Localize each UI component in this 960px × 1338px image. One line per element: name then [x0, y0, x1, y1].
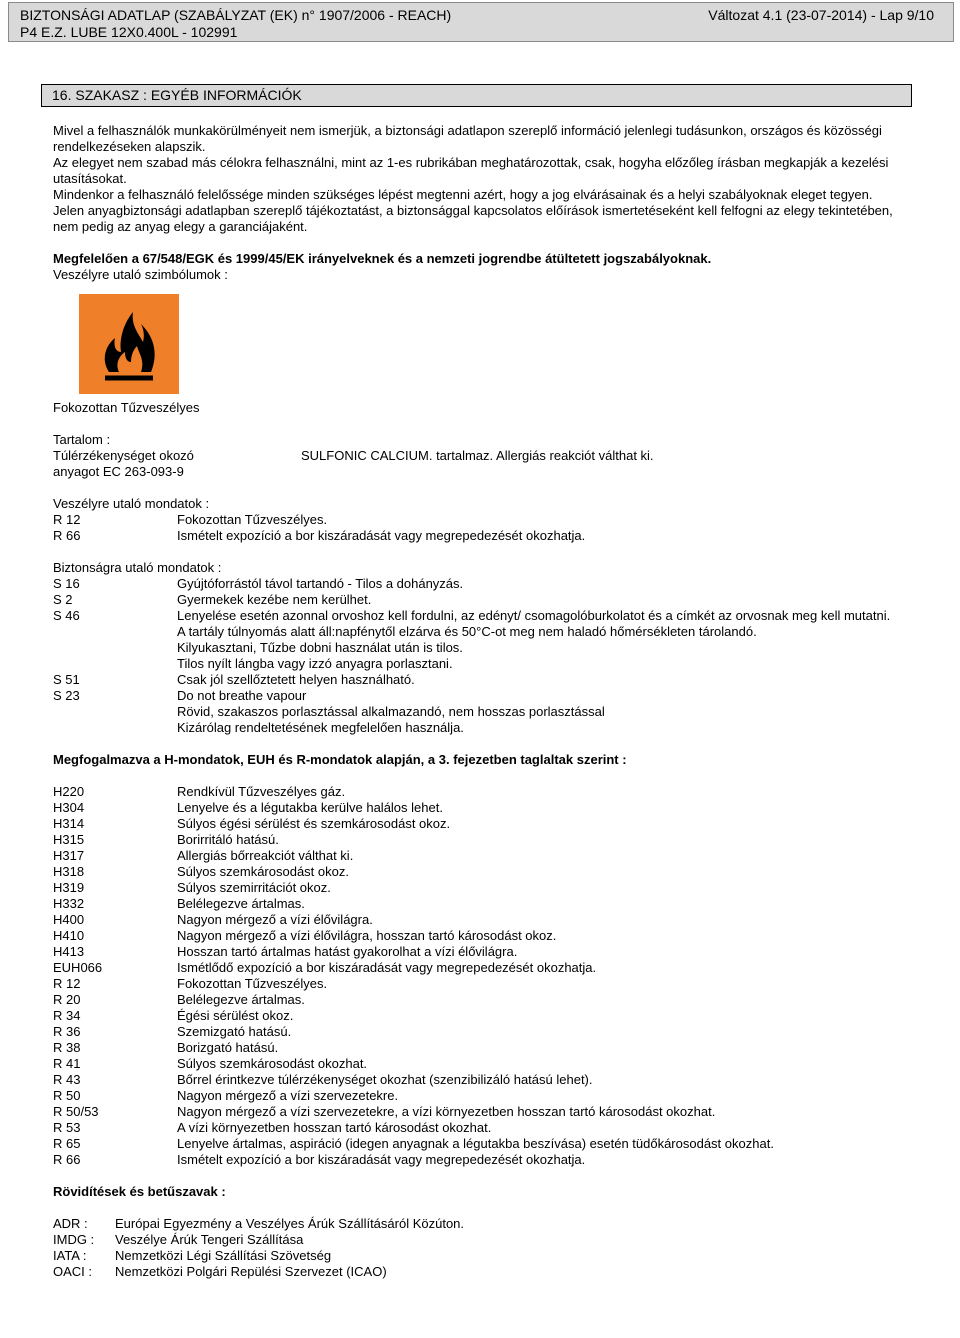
contents-left-line-2: anyagot EC 263-093-9: [53, 464, 184, 479]
contents-label: Tartalom :: [53, 432, 111, 447]
list-item: [53, 704, 903, 720]
abbreviation-code: IATA :: [53, 1248, 87, 1263]
h-statements-list: [53, 784, 903, 1168]
risk-phrases-list: [53, 512, 903, 544]
symbol-caption: Fokozottan Tűzveszélyes: [53, 400, 200, 415]
statement-code: H410: [53, 928, 85, 943]
statement-code: R 38: [53, 1040, 81, 1055]
statement-text: Allergiás bőrreakciót válthat ki.: [177, 848, 354, 863]
intro-paragraph-4: Jelen anyagbiztonsági adatlapban szereplő tájékoztatást, a biztonsággal kapcsolatos előírások ismertetéseként kell felfogni az elegy tekintetében, nem pedig az anyag elegy a garanciájaként.: [53, 203, 893, 234]
list-item: [53, 784, 903, 800]
list-item: [53, 1040, 903, 1056]
abbreviation-text: Nemzetközi Polgári Repülési Szervezet (ICAO): [115, 1264, 387, 1279]
list-item: [53, 1264, 903, 1280]
version-info: Változat 4.1 (23-07-2014) - Lap 9/10: [708, 7, 934, 23]
list-item: [53, 960, 903, 976]
statement-text: Fokozottan Tűzveszélyes.: [177, 976, 328, 991]
statement-code: R 43: [53, 1072, 81, 1087]
risk-phrases-label: Veszélyre utaló mondatok :: [53, 496, 210, 511]
page-header: [8, 2, 954, 42]
statement-code: H304: [53, 800, 85, 815]
phrase-code: S 16: [53, 576, 80, 591]
intro-paragraph-1: Mivel a felhasználók munkakörülményeit nem ismerjük, a biztonsági adatlapon szereplő információ jelenlegi tudásunkon, országos és közösségi rendelkezéseken alapszik.: [53, 123, 882, 154]
statement-text: Nagyon mérgező a vízi szervezetekre, a vízi környezetben hosszan tartó károsodást okozhat.: [177, 1104, 716, 1119]
phrase-text: A tartály túlnyomás alatt áll:napfénytől elzárva és 50°C-ot meg nem haladó hőmérsékleten tárolandó.: [177, 624, 757, 639]
list-item: [53, 1136, 903, 1152]
statement-code: R 53: [53, 1120, 81, 1135]
phrase-text: Kilyukasztani, Tűzbe dobni használat után is tilos.: [177, 640, 463, 655]
statement-code: H319: [53, 880, 85, 895]
abbreviation-code: ADR :: [53, 1216, 88, 1231]
list-item: [53, 656, 903, 672]
statement-text: Ismételt expozíció a bor kiszáradását vagy megrepedezését okozhatja.: [177, 1152, 586, 1167]
statement-code: R 34: [53, 1008, 81, 1023]
statement-text: Belélegezve ártalmas.: [177, 896, 305, 911]
list-item: [53, 864, 903, 880]
statement-text: Égési sérülést okoz.: [177, 1008, 294, 1023]
phrase-code: R 66: [53, 528, 81, 543]
statement-code: H318: [53, 864, 85, 879]
statement-text: Nagyon mérgező a vízi szervezetekre.: [177, 1088, 399, 1103]
document-title: BIZTONSÁGI ADATLAP (SZABÁLYZAT (EK) n° 1907/2006 - REACH): [20, 7, 452, 23]
list-item: [53, 688, 903, 704]
list-item: [53, 1152, 903, 1168]
intro-paragraph-3: Mindenkor a felhasználó felelőssége minden szükséges lépést megtenni azért, hogy a jog elvárásainak és a helyi szabályoknak eleget tegyen.: [53, 187, 873, 202]
statement-code: EUH066: [53, 960, 103, 975]
statement-text: Borirritáló hatású.: [177, 832, 279, 847]
phrase-text: Ismételt expozíció a bor kiszáradását vagy megrepedezését okozhatja.: [177, 528, 586, 543]
statement-code: R 65: [53, 1136, 81, 1151]
phrase-code: S 46: [53, 608, 80, 623]
statement-text: Lenyelve ártalmas, aspiráció (idegen anyagnak a légutakba beszívása) esetén tüdőkárosodást okozhat.: [177, 1136, 774, 1151]
statement-text: Súlyos szemkárosodást okozhat.: [177, 1056, 368, 1071]
abbreviations-list: [53, 1216, 903, 1280]
phrase-code: R 12: [53, 512, 81, 527]
list-item: [53, 832, 903, 848]
section-title: 16. SZAKASZ : EGYÉB INFORMÁCIÓK: [41, 84, 912, 107]
safety-phrases-list: [53, 576, 903, 736]
statement-code: H317: [53, 848, 85, 863]
list-item: [53, 896, 903, 912]
statement-text: Hosszan tartó ártalmas hatást gyakorolhat a vízi élővilágra.: [177, 944, 518, 959]
abbreviation-code: OACI :: [53, 1264, 93, 1279]
statement-text: Nagyon mérgező a vízi élővilágra, hosszan tartó károsodást okoz.: [177, 928, 557, 943]
statement-code: H400: [53, 912, 85, 927]
statement-text: Szemizgató hatású.: [177, 1024, 292, 1039]
statement-code: H332: [53, 896, 85, 911]
list-item: [53, 800, 903, 816]
statement-code: R 20: [53, 992, 81, 1007]
phrase-code: S 51: [53, 672, 80, 687]
list-item: [53, 672, 903, 688]
list-item: [53, 848, 903, 864]
list-item: [53, 976, 903, 992]
phrase-code: S 23: [53, 688, 80, 703]
phrase-code: [53, 640, 177, 656]
list-item: [53, 1120, 903, 1136]
phrase-text: Gyújtóforrástól távol tartandó - Tilos a dohányzás.: [177, 576, 464, 591]
list-item: [53, 1024, 903, 1040]
statement-code: H314: [53, 816, 85, 831]
abbreviation-text: Európai Egyezmény a Veszélyes Árúk Szállításáról Közúton.: [115, 1216, 465, 1231]
phrase-code: S 2: [53, 592, 73, 607]
abbreviation-code: IMDG :: [53, 1232, 95, 1247]
list-item: [53, 1056, 903, 1072]
flammable-flame-icon: [79, 294, 179, 394]
statement-code: R 66: [53, 1152, 81, 1167]
phrase-text: Gyermekek kezébe nem kerülhet.: [177, 592, 372, 607]
intro-paragraph-2: Az elegyet nem szabad más célokra felhasználni, mint az 1-es rubrikában meghatározottak, csak, hogyha előzőleg írásban megkapják a kezelési utasításokat.: [53, 155, 889, 186]
list-item: [53, 1248, 903, 1264]
statement-text: A vízi környezetben hosszan tartó károsodást okozhat.: [177, 1120, 492, 1135]
list-item: [53, 608, 903, 624]
phrase-text: Tilos nyílt lángba vagy izzó anyagra porlasztani.: [177, 656, 453, 671]
phrase-text: Fokozottan Tűzveszélyes.: [177, 512, 328, 527]
list-item: [53, 1104, 903, 1120]
directive-statement: Megfelelően a 67/548/EGK és 1999/45/EK irányelveknek és a nemzeti jogrendbe átültetett jogszabályoknak.: [53, 251, 712, 266]
phrase-text: Kizárólag rendeltetésének megfelelően használja.: [177, 720, 464, 735]
list-item: [53, 1232, 903, 1248]
list-item: [53, 592, 903, 608]
safety-phrases-label: Biztonságra utaló mondatok :: [53, 560, 222, 575]
list-item: [53, 928, 903, 944]
statement-code: R 36: [53, 1024, 81, 1039]
phrase-text: Rövid, szakaszos porlasztással alkalmazandó, nem hosszas porlasztással: [177, 704, 605, 719]
list-item: [53, 720, 903, 736]
list-item: [53, 1088, 903, 1104]
statement-code: R 41: [53, 1056, 81, 1071]
list-item: [53, 528, 903, 544]
abbreviation-text: Veszélye Árúk Tengeri Szállítása: [115, 1232, 304, 1247]
list-item: [53, 1216, 903, 1232]
statement-text: Belélegezve ártalmas.: [177, 992, 305, 1007]
list-item: [53, 880, 903, 896]
phrase-code: [53, 704, 177, 720]
abbreviations-label: Rövidítések és betűszavak :: [53, 1184, 226, 1199]
statement-code: H315: [53, 832, 85, 847]
statement-text: Lenyelve és a légutakba kerülve halálos lehet.: [177, 800, 443, 815]
phrase-text: Csak jól szellőztetett helyen használható.: [177, 672, 415, 687]
symbols-label: Veszélyre utaló szimbólumok :: [53, 267, 228, 282]
section-content: [53, 123, 903, 1280]
statement-code: H220: [53, 784, 85, 799]
phrase-code: [53, 656, 177, 672]
phrase-text: Do not breathe vapour: [177, 688, 307, 703]
phrase-code: [53, 720, 177, 736]
statement-text: Súlyos szemkárosodást okoz.: [177, 864, 349, 879]
abbreviation-text: Nemzetközi Légi Szállítási Szövetség: [115, 1248, 332, 1263]
statement-code: R 50: [53, 1088, 81, 1103]
contents-right: SULFONIC CALCIUM. tartalmaz. Allergiás reakciót válthat ki.: [301, 448, 654, 463]
statement-text: Bőrrel érintkezve túlérzékenységet okozhat (szenzibilizáló hatású lehet).: [177, 1072, 593, 1087]
list-item: [53, 1072, 903, 1088]
statement-text: Súlyos égési sérülést és szemkárosodást okoz.: [177, 816, 451, 831]
list-item: [53, 624, 903, 640]
list-item: [53, 912, 903, 928]
statement-code: R 50/53: [53, 1104, 99, 1119]
list-item: [53, 816, 903, 832]
statement-code: R 12: [53, 976, 81, 991]
product-name: P4 E.Z. LUBE 12X0.400L - 102991: [20, 24, 238, 40]
statement-code: H413: [53, 944, 85, 959]
phrase-code: [53, 624, 177, 640]
statement-text: Borizgató hatású.: [177, 1040, 279, 1055]
statement-text: Nagyon mérgező a vízi élővilágra.: [177, 912, 373, 927]
list-item: [53, 640, 903, 656]
contents-row: [53, 448, 903, 480]
statement-text: Rendkívül Tűzveszélyes gáz.: [177, 784, 346, 799]
list-item: [53, 992, 903, 1008]
statement-text: Ismétlődő expozíció a bor kiszáradását vagy megrepedezését okozhatja.: [177, 960, 597, 975]
list-item: [53, 576, 903, 592]
phrase-text: Lenyelése esetén azonnal orvoshoz kell fordulni, az edényt/ csomagolóburkolatot és a címkét az orvosnak meg kell mutatni.: [177, 608, 891, 623]
list-item: [53, 1008, 903, 1024]
statement-text: Súlyos szemirritációt okoz.: [177, 880, 331, 895]
list-item: [53, 944, 903, 960]
list-item: [53, 512, 903, 528]
h-statements-label: Megfogalmazva a H-mondatok, EUH és R-mondatok alapján, a 3. fejezetben taglaltak szerint :: [53, 752, 627, 767]
contents-left-line-1: Túlérzékenységet okozó: [53, 448, 194, 463]
